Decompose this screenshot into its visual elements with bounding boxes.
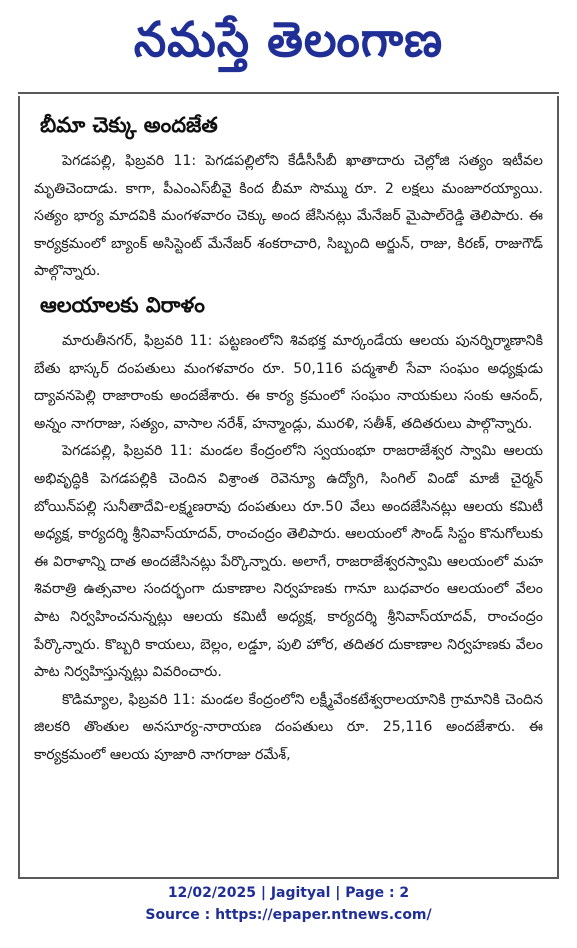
article-temple-donations	[34, 288, 543, 770]
masthead-divider	[18, 92, 559, 94]
masthead	[0, 0, 577, 84]
article-headline: ఆలయాలకు విరాళం	[40, 292, 205, 317]
article-paragraph: కొడిమ్యాల, ఫిబ్రవరి 11: మండల కేంద్రంలోని లక్ష్మీవేంకటేశ్వరాలయానికి గ్రామానికి చెందిన జిలకరి తొంతుల అనసూర్య-నారాయణ దంపతులు రూ. 25,116 అందజేశారు. ఈ కార్యక్రమంలో ఆలయ పూజారి నాగరాజు రమేశ్,	[34, 691, 543, 763]
source-link[interactable]: Source : https://epaper.ntnews.com/	[145, 907, 432, 923]
edition-info: 12/02/2025 | Jagityal | Page : 2	[167, 885, 410, 901]
article-headline: బీమా చెక్కు అందజేత	[40, 113, 218, 137]
news-clipping	[18, 96, 559, 879]
newspaper-title: నమస్తే తెలంగాణ	[133, 10, 444, 68]
source-footer	[0, 882, 577, 926]
article-insurance-cheque	[34, 108, 543, 286]
article-paragraph: పెగడపల్లి, ఫిబ్రవరి 11: మండల కేంద్రంలోని స్వయంభూ రాజరాజేశ్వర స్వామి ఆలయ అభివృద్ధికి పెగడపల్లికి చెందిన విశ్రాంత రెవెన్యూ ఉద్యోగి, సింగిల్ విండో మాజీ చైర్మన్ బోయిన్‌పల్లి సునీతాదేవి-లక్ష్మణరావు దంపతులు రూ.50 వేలు అందజేసినట్లు ఆలయ కమిటీ అధ్యక్ష, కార్యదర్శి శ్రీనివాస్‌యాదవ్, రాంచంద్రం తెలిపారు. ఆలయంలో సౌండ్ సిస్టం కొనుగోలుకు ఈ విరాళాన్ని దాత అందజేసినట్లు పేర్కొన్నారు. అలాగే, రాజరాజేశ్వరస్వామి ఆలయంలో మహ శివరాత్రి ఉత్సవాల సందర్భంగా దుకాణాల నిర్వహణకు గానూ బుధవారం ఆలయంలో వేలం పాట నిర్వహించనున్నట్లు ఆలయ కమిటీ అధ్యక్ష, కార్యదర్శి శ్రీనివాస్‌యాదవ్, రాంచంద్రం పేర్కొన్నారు. కొబ్బరి కాయలు, బెల్లం, లడ్డూ, పులి హోర, తదితర దుకాణాల నిర్వహణకు వేలం పాట నిర్వహిస్తున్నట్లు వివరించారు.	[34, 443, 543, 681]
article-paragraph: పెగడపల్లి, ఫిబ్రవరి 11: పెగడపల్లిలోని కేడీసీసీబీ ఖాతాదారు చెల్లోజి సత్యం ఇటీవల మృతిచెందాడు. కాగా, పీఎంఎస్‌బీవై కింద బీమా సొమ్ము రూ. 2 లక్షలు మంజూరయ్యాయి. సత్యం భార్య మాదవికి మంగళవారం చెక్కు అంద జేసినట్లు మేనేజర్ మైపాల్‌రెడ్డి తెలిపారు. ఈ కార్యక్రమంలో బ్యాంక్ అసిస్టెంట్ మేనేజర్ శంకరాచారి, సిబ్బంది అర్జున్, రాజు, కిరణ్, రాజుగౌడ్ పాల్గొన్నారు.	[34, 153, 543, 280]
article-paragraph: మారుతీనగర్, ఫిబ్రవరి 11: పట్టణంలోని శివభక్త మార్కండేయ ఆలయ పునర్నిర్మాణానికి బేతు భాస్కర్ దంపతులు మంగళవారం రూ. 50,116 పద్మశాలీ సేవా సంఘం అధ్యక్షుడు ద్యావనపెల్లి రాజారాంకు అందజేశారు. ఈ కార్య క్రమంలో సంఘం నాయకులు సంకు ఆనంద్, అన్నం నాగరాజు, సత్యం, వాసాల నరేశ్, హన్మాండ్లు, మురళి, సతీశ్, తదితరులు పాల్గొన్నారు.	[34, 332, 543, 432]
